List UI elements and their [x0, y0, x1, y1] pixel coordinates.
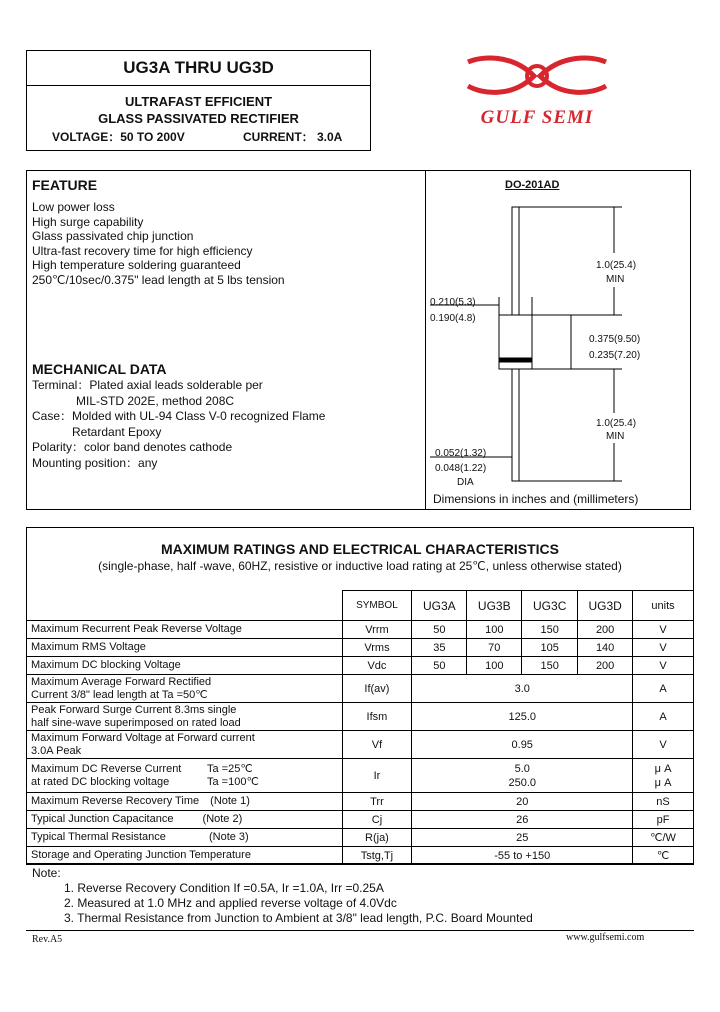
body-dia-max: 0.210(5.3) [430, 297, 476, 308]
row-value: 105 [522, 639, 578, 657]
row-desc: Maximum DC blocking Voltage [27, 657, 343, 675]
row-value: -55 to +150 [412, 847, 633, 865]
table-row [27, 811, 694, 829]
row-value: 100 [467, 657, 522, 675]
row-desc-line: Typical Thermal Resistance [31, 831, 166, 843]
row-symbol: Vf [342, 731, 412, 759]
header-part: UG3D [578, 591, 633, 621]
lead-top-dim: 1.0(25.4) [596, 260, 637, 271]
header-symbol: SYMBOL [342, 591, 412, 621]
row-unit: V [633, 731, 694, 759]
row-value: 100 [467, 621, 522, 639]
feature-item: High temperature soldering guaranteed [32, 258, 241, 273]
row-value: 125.0 [412, 703, 633, 731]
row-value: 200 [578, 657, 633, 675]
row-unit: A [633, 675, 694, 703]
row-value: 140 [578, 639, 633, 657]
body-len-min: 0.235(7.20) [589, 350, 641, 361]
row-symbol: R(ja) [342, 829, 412, 847]
table-row [27, 657, 694, 675]
row-value-line: 250.0 [508, 776, 536, 789]
row-value: 20 [412, 793, 633, 811]
lead-bot-dim: 1.0(25.4) [596, 418, 637, 429]
logo-left-loop [468, 58, 534, 92]
table-row [27, 675, 694, 703]
row-symbol: Tstg,Tj [342, 847, 412, 865]
row-desc [27, 829, 343, 847]
voltage-spec: VOLTAGE：50 TO 200V [52, 130, 185, 144]
row-value: 25 [412, 829, 633, 847]
row-desc: Storage and Operating Junction Temperature [27, 847, 343, 865]
feature-list [32, 200, 285, 288]
row-note: (Note 2) [202, 813, 243, 825]
row-desc: Maximum RMS Voltage [27, 639, 343, 657]
mech-line: Case：Molded with UL-94 Class V-0 recognized Flame [32, 409, 326, 423]
footer-rev: Rev.A5 [32, 934, 63, 945]
row-unit: A [633, 703, 694, 731]
header-part: UG3A [412, 591, 467, 621]
body-len-max: 0.375(9.50) [589, 334, 641, 345]
row-unit: ℃/W [633, 829, 694, 847]
row-desc: Maximum Recurrent Peak Reverse Voltage [27, 621, 343, 639]
table-row [27, 731, 694, 759]
current-spec: CURRENT： 3.0A [243, 130, 343, 144]
row-symbol: Vrms [342, 639, 412, 657]
notes-heading: Note: [32, 866, 61, 880]
table-row [27, 639, 694, 657]
cathode-band [499, 358, 532, 362]
row-desc-line: Maximum Reverse Recovery Time [31, 795, 200, 807]
mech-line: Retardant Epoxy [72, 424, 162, 439]
row-unit: pF [633, 811, 694, 829]
row-unit: V [633, 657, 694, 675]
row-cond: Ta =100℃ [207, 775, 259, 788]
row-desc-line: Maximum DC Reverse Current [31, 762, 182, 775]
body-dia-min: 0.190(4.8) [430, 313, 476, 324]
row-desc-line: Current 3/8" lead length at Ta =50℃ [31, 688, 208, 701]
row-unit [633, 759, 694, 793]
note-item: 3. Thermal Resistance from Junction to Ambient at 3/8" lead length, P.C. Board Mounted [64, 911, 533, 925]
table-row [27, 847, 694, 865]
lead-dia-min: 0.048(1.22) [435, 463, 487, 474]
mechanical-heading: MECHANICAL DATA [32, 361, 167, 377]
mech-line: MIL-STD 202E, method 208C [76, 393, 235, 408]
row-symbol: If(av) [342, 675, 412, 703]
row-unit: V [633, 639, 694, 657]
row-desc-line: Typical Junction Capacitance [31, 813, 174, 825]
row-desc-line: Maximum Average Forward Rectified [31, 675, 212, 688]
part-range-title: UG3A THRU UG3D [123, 58, 274, 77]
row-symbol: Ir [342, 759, 412, 793]
row-cond: Ta =25℃ [207, 762, 253, 775]
row-note: (Note 3) [208, 831, 249, 843]
row-desc [27, 759, 343, 793]
ratings-title: MAXIMUM RATINGS AND ELECTRICAL CHARACTERISTICS [161, 541, 559, 557]
feature-item: High surge capability [32, 214, 144, 229]
row-symbol: Trr [342, 793, 412, 811]
row-value-line: 5.0 [514, 762, 530, 775]
row-value [412, 759, 633, 793]
row-unit-line: μ A [654, 776, 672, 789]
table-row [27, 759, 694, 793]
row-symbol: Vdc [342, 657, 412, 675]
ratings-table [26, 590, 694, 865]
header-part: UG3B [467, 591, 522, 621]
mechanical-list [32, 378, 325, 471]
row-desc [27, 703, 343, 731]
feature-heading: FEATURE [32, 177, 98, 193]
dimensions-caption: Dimensions in inches and (millimeters) [433, 492, 639, 506]
row-desc-line: half sine-wave superimposed on rated load [31, 716, 241, 729]
lead-dia-label: DIA [457, 477, 474, 488]
row-value: 200 [578, 621, 633, 639]
notes-block [32, 866, 533, 926]
row-unit: V [633, 621, 694, 639]
row-symbol: Vrrm [342, 621, 412, 639]
mech-line: Terminal：Plated axial leads solderable per [32, 378, 263, 392]
bottom-lead [512, 369, 519, 481]
feature-item: Low power loss [32, 200, 115, 214]
feature-item: 250℃/10sec/0.375" lead length at 5 lbs tension [32, 272, 285, 287]
lead-bot-min: MIN [606, 431, 625, 442]
note-item: 2. Measured at 1.0 MHz and applied reverse voltage of 4.0Vdc [64, 896, 397, 910]
lead-top-min: MIN [606, 274, 625, 285]
feature-item: Glass passivated chip junction [32, 229, 194, 244]
table-row [27, 703, 694, 731]
row-unit: nS [633, 793, 694, 811]
note-item: 1. Reverse Recovery Condition If =0.5A, Ir =1.0A, Irr =0.25A [64, 881, 384, 895]
gulf-semi-logo [462, 52, 612, 130]
table-header-row [27, 591, 694, 621]
row-value: 50 [412, 657, 467, 675]
footer-url[interactable]: www.gulfsemi.com [566, 932, 645, 943]
mech-line: Mounting position：any [32, 455, 158, 470]
package-name: DO-201AD [505, 179, 560, 191]
row-desc-line: at rated DC blocking voltage [31, 775, 170, 788]
row-desc-line: Peak Forward Surge Current 8.3ms single [31, 703, 237, 716]
row-desc-line: Maximum Forward Voltage at Forward current [31, 731, 255, 744]
row-symbol: Cj [342, 811, 412, 829]
product-line2: GLASS PASSIVATED RECTIFIER [98, 111, 299, 126]
ratings-subtitle: (single-phase, half -wave, 60HZ, resistive or inductive load rating at 25℃, unless otherwise stated) [98, 559, 622, 573]
row-value: 50 [412, 621, 467, 639]
row-unit-line: μ A [654, 762, 672, 775]
row-desc [27, 811, 343, 829]
footer-rule [26, 930, 694, 931]
row-value: 0.95 [412, 731, 633, 759]
feature-item: Ultra-fast recovery time for high efficiency [32, 243, 253, 258]
row-desc-line: 3.0A Peak [31, 744, 82, 757]
row-value: 35 [412, 639, 467, 657]
row-unit: ℃ [633, 847, 694, 865]
row-symbol: Ifsm [342, 703, 412, 731]
mech-line: Polarity：color band denotes cathode [32, 440, 233, 454]
row-value: 26 [412, 811, 633, 829]
table-row [27, 793, 694, 811]
row-value: 3.0 [412, 675, 633, 703]
product-line1: ULTRAFAST EFFICIENT [124, 94, 273, 109]
logo-brand-text: GULF SEMI [480, 107, 594, 128]
notes-divider [26, 863, 694, 864]
header-part: UG3C [522, 591, 578, 621]
row-desc [27, 731, 343, 759]
header-units: units [633, 591, 694, 621]
row-desc [27, 675, 343, 703]
top-lead [512, 207, 519, 315]
table-row [27, 621, 694, 639]
row-value: 150 [522, 657, 578, 675]
lead-dia-max: 0.052(1.32) [435, 448, 487, 459]
row-desc [27, 793, 343, 811]
row-note: (Note 1) [210, 795, 250, 807]
row-value: 150 [522, 621, 578, 639]
table-row [27, 829, 694, 847]
row-value: 70 [467, 639, 522, 657]
logo-right-loop [540, 58, 606, 92]
header-blank [27, 591, 343, 621]
